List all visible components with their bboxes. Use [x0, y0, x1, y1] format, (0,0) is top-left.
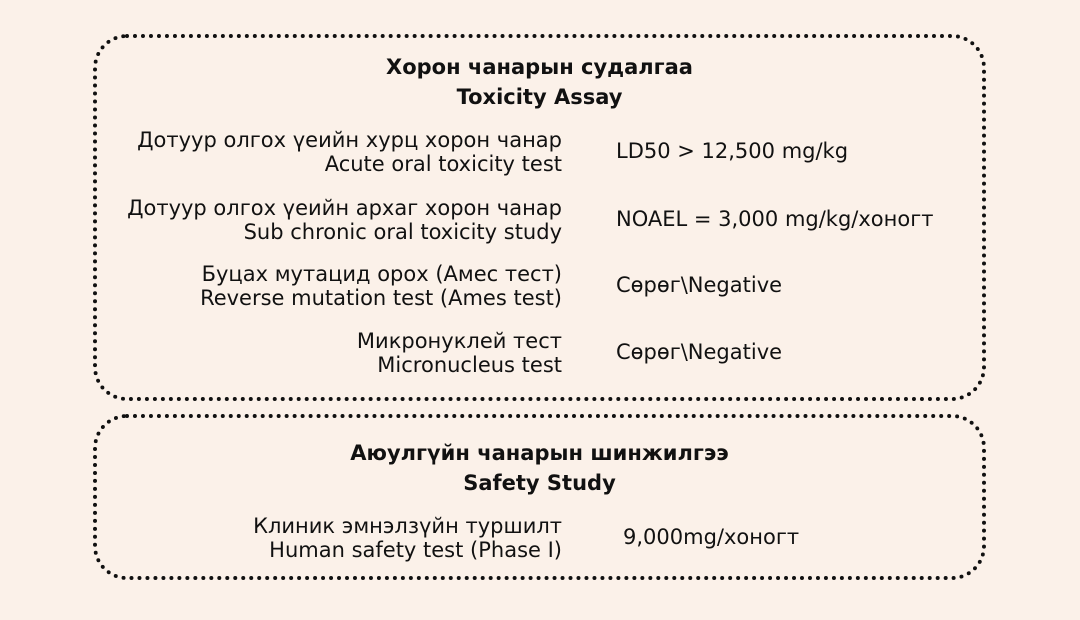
- test-label-en: Micronucleus test: [377, 353, 562, 377]
- toxicity-assay-panel: [93, 34, 986, 401]
- test-label-en: Human safety test (Phase I): [269, 538, 562, 562]
- acute-oral-toxicity-row: [97, 128, 982, 180]
- safety-title-mn: Аюулгүйн чанарын шинжилгээ: [350, 441, 729, 465]
- safety-study-title: [97, 438, 982, 498]
- toxicity-assay-title: [97, 52, 982, 112]
- sub-chronic-toxicity-row: [97, 196, 982, 248]
- test-label: [253, 514, 562, 562]
- micronucleus-test-row: [97, 329, 982, 381]
- test-label-mn: Микронуклей тест: [356, 329, 562, 353]
- toxicity-title-en: Toxicity Assay: [456, 85, 623, 109]
- ames-test-row: [97, 262, 982, 314]
- test-label-mn: Дотуур олгох үеийн хурц хорон чанар: [137, 128, 562, 152]
- test-label-mn: Буцах мутацид орох (Амес тест): [201, 262, 562, 286]
- safety-title-en: Safety Study: [463, 471, 616, 495]
- test-label-mn: Дотуур олгох үеийн архаг хорон чанар: [127, 196, 562, 220]
- test-label-en: Sub chronic oral toxicity study: [243, 220, 562, 244]
- test-label: [137, 128, 562, 176]
- test-result: Сөрөг\Negative: [616, 340, 783, 364]
- test-result: Сөрөг\Negative: [616, 273, 783, 297]
- test-result: NOAEL = 3,000 mg/kg/хоногт: [616, 207, 934, 231]
- human-safety-test-row: [97, 514, 982, 566]
- test-result: LD50 > 12,500 mg/kg: [616, 139, 849, 163]
- test-label: [357, 329, 562, 377]
- test-label-en: Reverse mutation test (Ames test): [200, 286, 562, 310]
- toxicity-title-mn: Хорон чанарын судалгаа: [386, 55, 693, 79]
- safety-study-panel: [93, 414, 986, 580]
- test-label-en: Acute oral toxicity test: [324, 152, 562, 176]
- test-label: [200, 262, 562, 310]
- test-label: [127, 196, 562, 244]
- test-result: 9,000mg/хоногт: [623, 525, 800, 549]
- test-label-mn: Клиник эмнэлзүйн туршилт: [253, 514, 562, 538]
